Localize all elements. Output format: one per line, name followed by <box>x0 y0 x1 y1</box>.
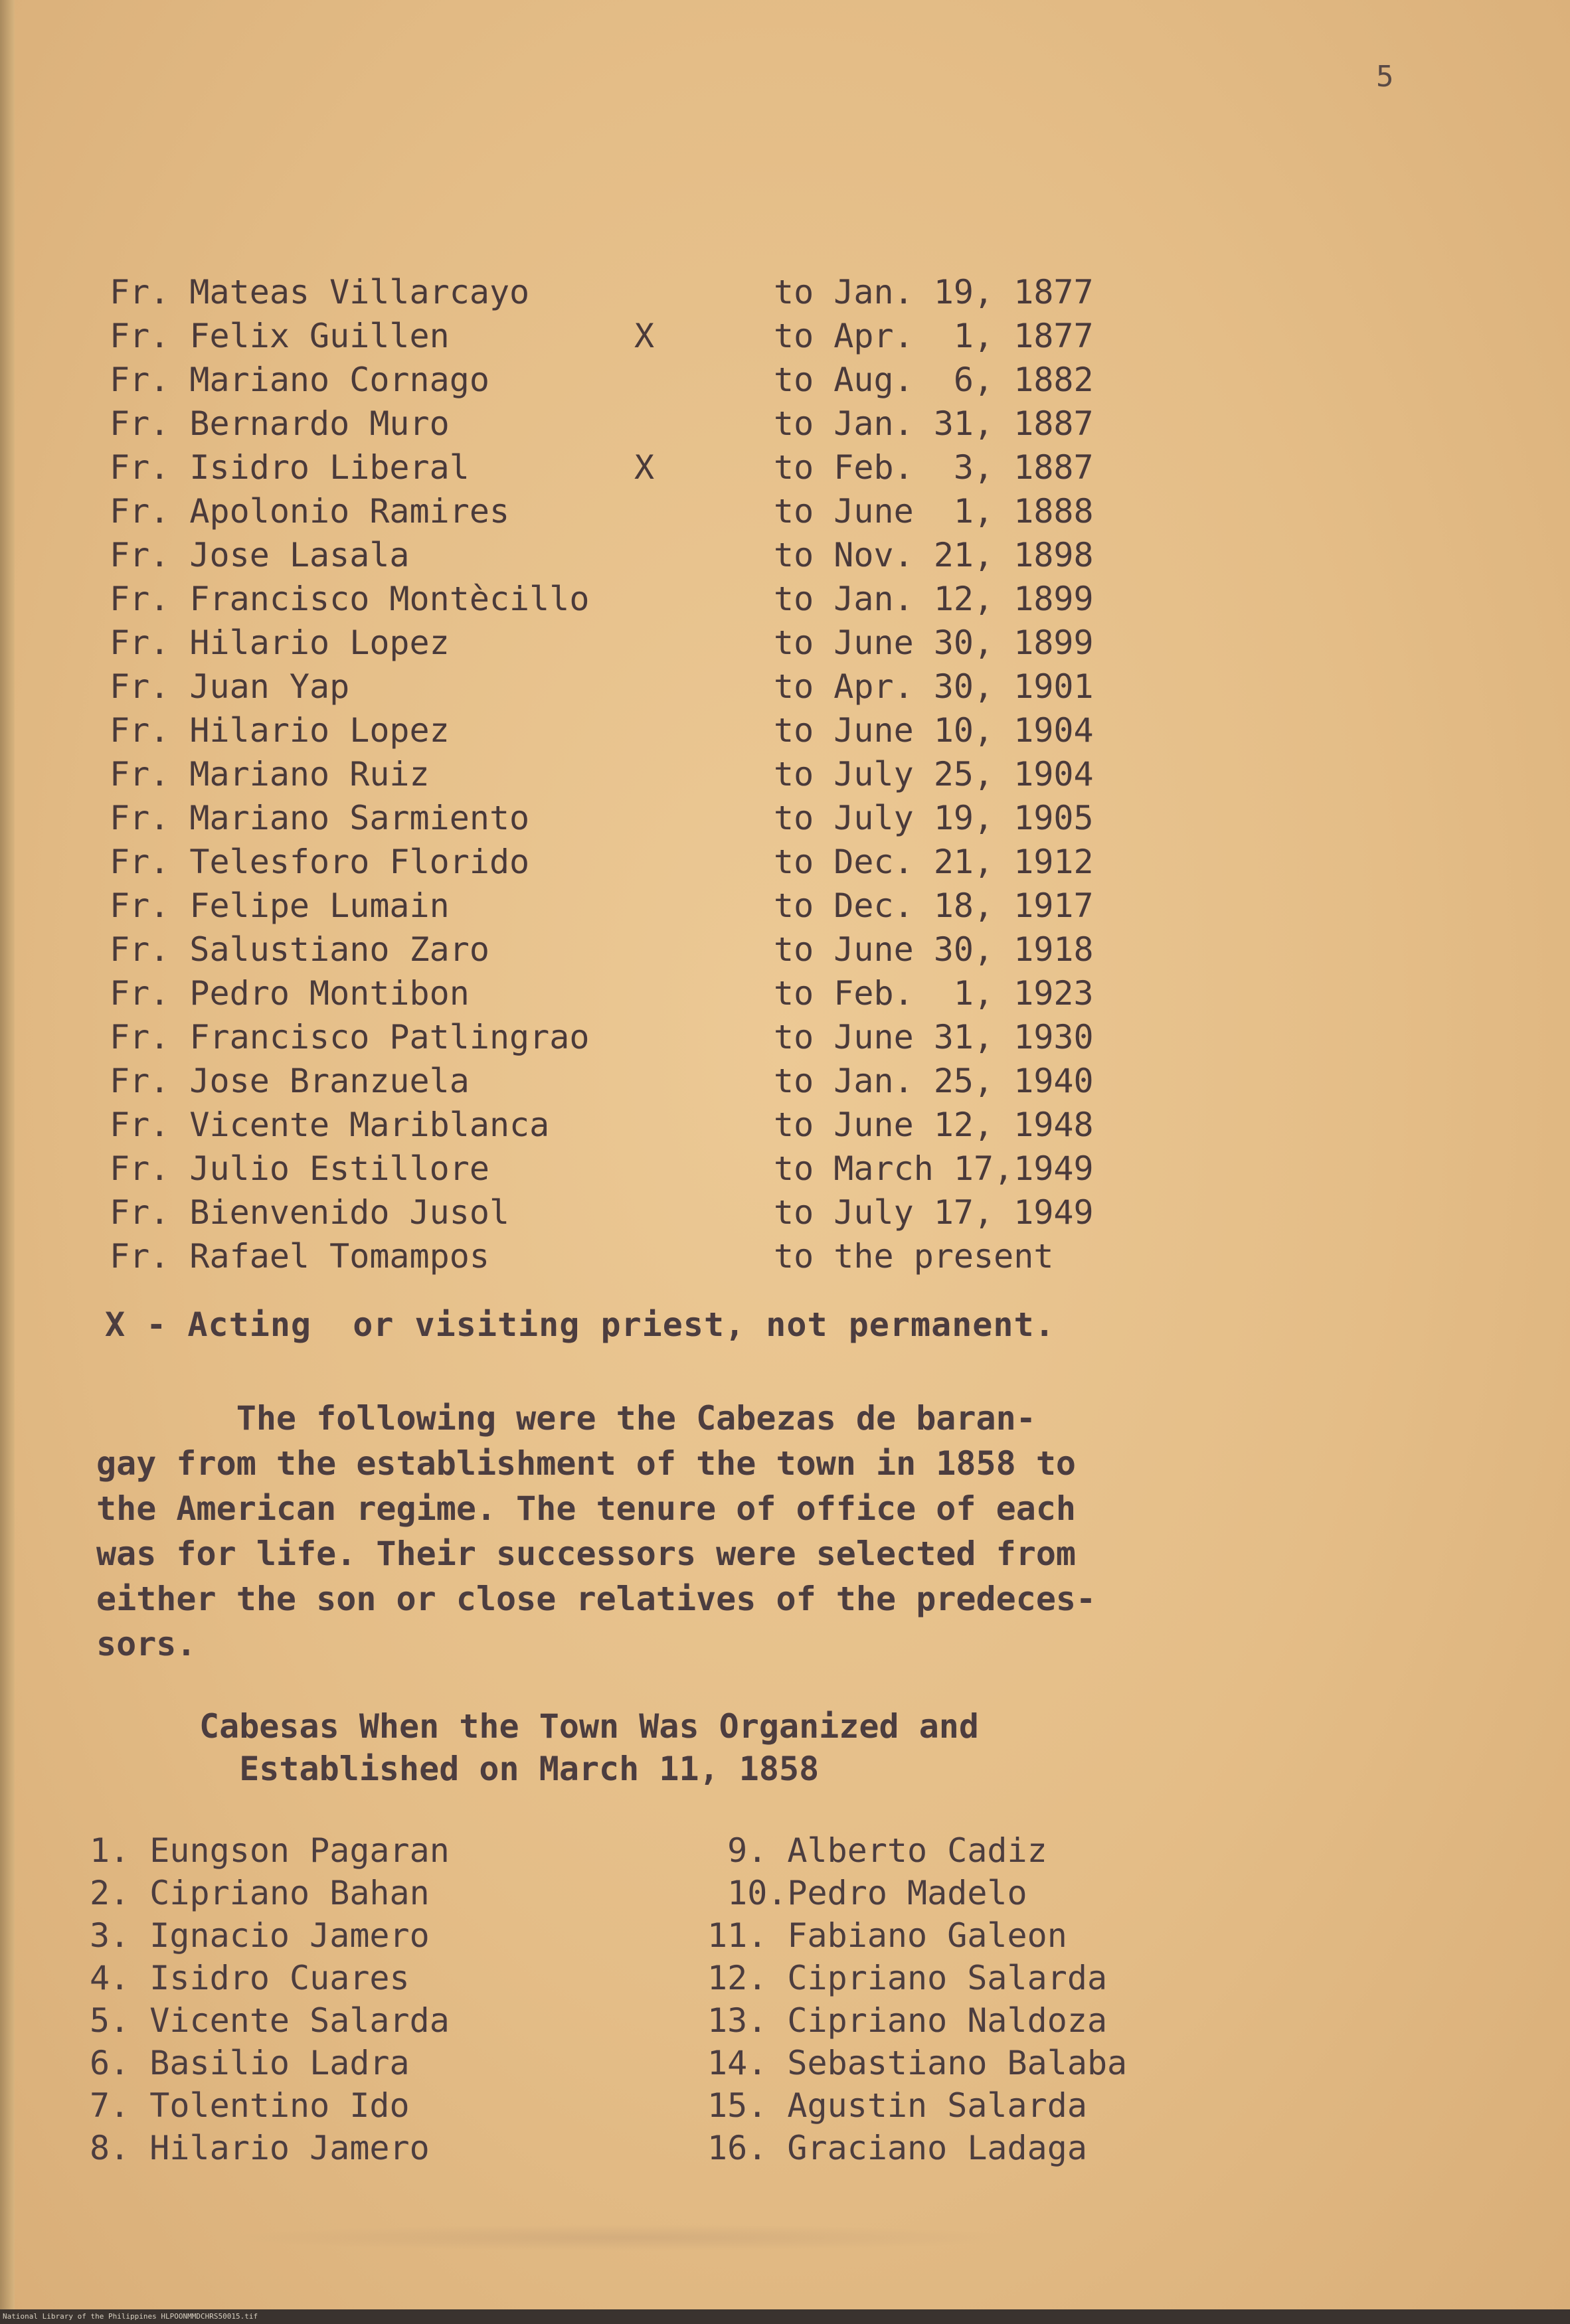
priest-name: Fr. Jose Lasala <box>110 536 410 574</box>
priest-name: Fr. Francisco Patlingrao <box>110 1018 590 1056</box>
priest-tenure-date: to July 19, 1905 <box>774 799 1094 837</box>
priest-tenure-date: to June 1, 1888 <box>774 492 1094 531</box>
priest-name: Fr. Francisco Montècillo <box>110 580 590 618</box>
priest-row <box>110 1105 1172 1149</box>
subtitle-line: Established on March 11, 1858 <box>199 1750 820 1788</box>
priest-name: Fr. Felipe Lumain <box>110 886 450 925</box>
priest-name: Fr. Mateas Villarcayo <box>110 273 530 311</box>
paragraph-line: sors. <box>96 1625 197 1663</box>
priest-tenure-date: to June 30, 1899 <box>774 623 1094 662</box>
priest-row <box>110 1236 1172 1280</box>
priest-row <box>110 448 1172 491</box>
priest-name: Fr. Julio Estillore <box>110 1149 489 1188</box>
priest-tenure-date: to Dec. 21, 1912 <box>774 843 1094 881</box>
priest-tenure-date: to Jan. 31, 1887 <box>774 404 1094 443</box>
priest-tenure-date: to Jan. 12, 1899 <box>774 580 1094 618</box>
cabezas-paragraph <box>96 1396 1239 1667</box>
priest-row <box>110 272 1172 316</box>
paragraph-line: gay from the establishment of the town in 1858 to <box>96 1444 1077 1483</box>
priest-row <box>110 710 1172 754</box>
priest-name: Fr. Vicente Mariblanca <box>110 1106 550 1144</box>
priest-tenure-date: to Aug. 6, 1882 <box>774 361 1094 399</box>
priest-name: Fr. Rafael Tomampos <box>110 1237 489 1276</box>
priest-name: Fr. Juan Yap <box>110 667 350 706</box>
cabeza-list-item: 2. Cipriano Bahan <box>90 1874 430 1912</box>
priest-row <box>110 667 1172 710</box>
cabeza-list-item: 1. Eungson Pagaran <box>90 1831 450 1870</box>
priest-tenure-date: to Dec. 18, 1917 <box>774 886 1094 925</box>
cabeza-list-item: 7. Tolentino Ido <box>90 2086 410 2125</box>
priest-row <box>110 316 1172 360</box>
priest-name: Fr. Mariano Ruiz <box>110 755 430 793</box>
priest-row <box>110 579 1172 623</box>
priest-tenure-date: to Jan. 25, 1940 <box>774 1062 1094 1100</box>
priest-tenure-date: to Nov. 21, 1898 <box>774 536 1094 574</box>
priest-row <box>110 623 1172 667</box>
priest-name: Fr. Bienvenido Jusol <box>110 1193 510 1232</box>
priest-tenure-date: to March 17,1949 <box>774 1149 1094 1188</box>
priest-tenure-date: to Apr. 1, 1877 <box>774 317 1094 355</box>
priest-name: Fr. Jose Branzuela <box>110 1062 470 1100</box>
priest-name: Fr. Hilario Lopez <box>110 623 450 662</box>
priest-row <box>110 798 1172 842</box>
priest-row <box>110 1149 1172 1193</box>
page-left-edge <box>0 0 15 2324</box>
scan-footer-note: National Library of the Philippines HLPOONMMDCHRS50015.tif <box>3 2312 258 2321</box>
priest-tenure-date: to June 10, 1904 <box>774 711 1094 750</box>
cabeza-list-item: 11. Fabiano Galeon <box>707 1916 1067 1955</box>
priest-name: Fr. Bernardo Muro <box>110 404 450 443</box>
priest-name: Fr. Isidro Liberal <box>110 448 470 487</box>
acting-priest-mark: X <box>634 448 655 487</box>
cabeza-list-item: 15. Agustin Salarda <box>707 2086 1087 2125</box>
paragraph-line: either the son or close relatives of the predeces- <box>96 1580 1096 1618</box>
priest-tenure-date: to June 31, 1930 <box>774 1018 1094 1056</box>
priest-tenure-date: to the present <box>774 1237 1054 1276</box>
priest-name: Fr. Mariano Sarmiento <box>110 799 530 837</box>
priest-row <box>110 360 1172 404</box>
priest-name: Fr. Felix Guillen <box>110 317 450 355</box>
priest-row <box>110 886 1172 930</box>
paragraph-line: the American regime. The tenure of office of each <box>96 1489 1077 1528</box>
priest-tenure-date: to Feb. 1, 1923 <box>774 974 1094 1013</box>
cabeza-list-item: 10.Pedro Madelo <box>707 1874 1027 1912</box>
priest-row <box>110 535 1172 579</box>
priest-row <box>110 1061 1172 1105</box>
priest-tenure-date: to Jan. 19, 1877 <box>774 273 1094 311</box>
priest-name: Fr. Hilario Lopez <box>110 711 450 750</box>
priest-name: Fr. Pedro Montibon <box>110 974 470 1013</box>
priest-row <box>110 1193 1172 1236</box>
paragraph-line: was for life. Their successors were selected from <box>96 1535 1077 1573</box>
cabeza-list-item: 16. Graciano Ladaga <box>707 2129 1087 2167</box>
paragraph-line: The following were the Cabezas de baran- <box>96 1399 1036 1438</box>
acting-priest-mark: X <box>634 317 655 355</box>
priest-row <box>110 1017 1172 1061</box>
cabeza-list-item: 6. Basilio Ladra <box>90 2044 410 2082</box>
priest-row <box>110 754 1172 798</box>
priest-tenure-date: to June 30, 1918 <box>774 930 1094 969</box>
cabeza-list-item: 13. Cipriano Naldoza <box>707 2001 1108 2040</box>
subtitle-line: Cabesas When the Town Was Organized and <box>199 1707 979 1746</box>
cabezas-list-right <box>707 1831 1127 2171</box>
priest-name: Fr. Mariano Cornago <box>110 361 489 399</box>
cabezas-list-left <box>90 1831 450 2171</box>
cabeza-list-item: 14. Sebastiano Balaba <box>707 2044 1128 2082</box>
priest-name: Fr. Apolonio Ramires <box>110 492 510 531</box>
priest-list <box>110 272 1172 1280</box>
footnote: X - Acting or visiting priest, not permanent. <box>105 1305 1055 1344</box>
cabezas-subtitle <box>199 1705 979 1790</box>
priest-tenure-date: to July 17, 1949 <box>774 1193 1094 1232</box>
priest-row <box>110 491 1172 535</box>
cabeza-list-item: 3. Ignacio Jamero <box>90 1916 430 1955</box>
faded-text-smudge <box>226 2224 1023 2251</box>
priest-row <box>110 973 1172 1017</box>
priest-row <box>110 404 1172 448</box>
priest-row <box>110 930 1172 973</box>
priest-tenure-date: to June 12, 1948 <box>774 1106 1094 1144</box>
cabeza-list-item: 12. Cipriano Salarda <box>707 1959 1108 1997</box>
cabeza-list-item: 5. Vicente Salarda <box>90 2001 450 2040</box>
priest-tenure-date: to Feb. 3, 1887 <box>774 448 1094 487</box>
priest-name: Fr. Telesforo Florido <box>110 843 530 881</box>
priest-tenure-date: to July 25, 1904 <box>774 755 1094 793</box>
priest-tenure-date: to Apr. 30, 1901 <box>774 667 1094 706</box>
cabeza-list-item: 4. Isidro Cuares <box>90 1959 410 1997</box>
priest-name: Fr. Salustiano Zaro <box>110 930 489 969</box>
cabeza-list-item: 8. Hilario Jamero <box>90 2129 430 2167</box>
cabeza-list-item: 9. Alberto Cadiz <box>707 1831 1047 1870</box>
priest-row <box>110 842 1172 886</box>
page-number: 5 <box>1376 60 1394 94</box>
